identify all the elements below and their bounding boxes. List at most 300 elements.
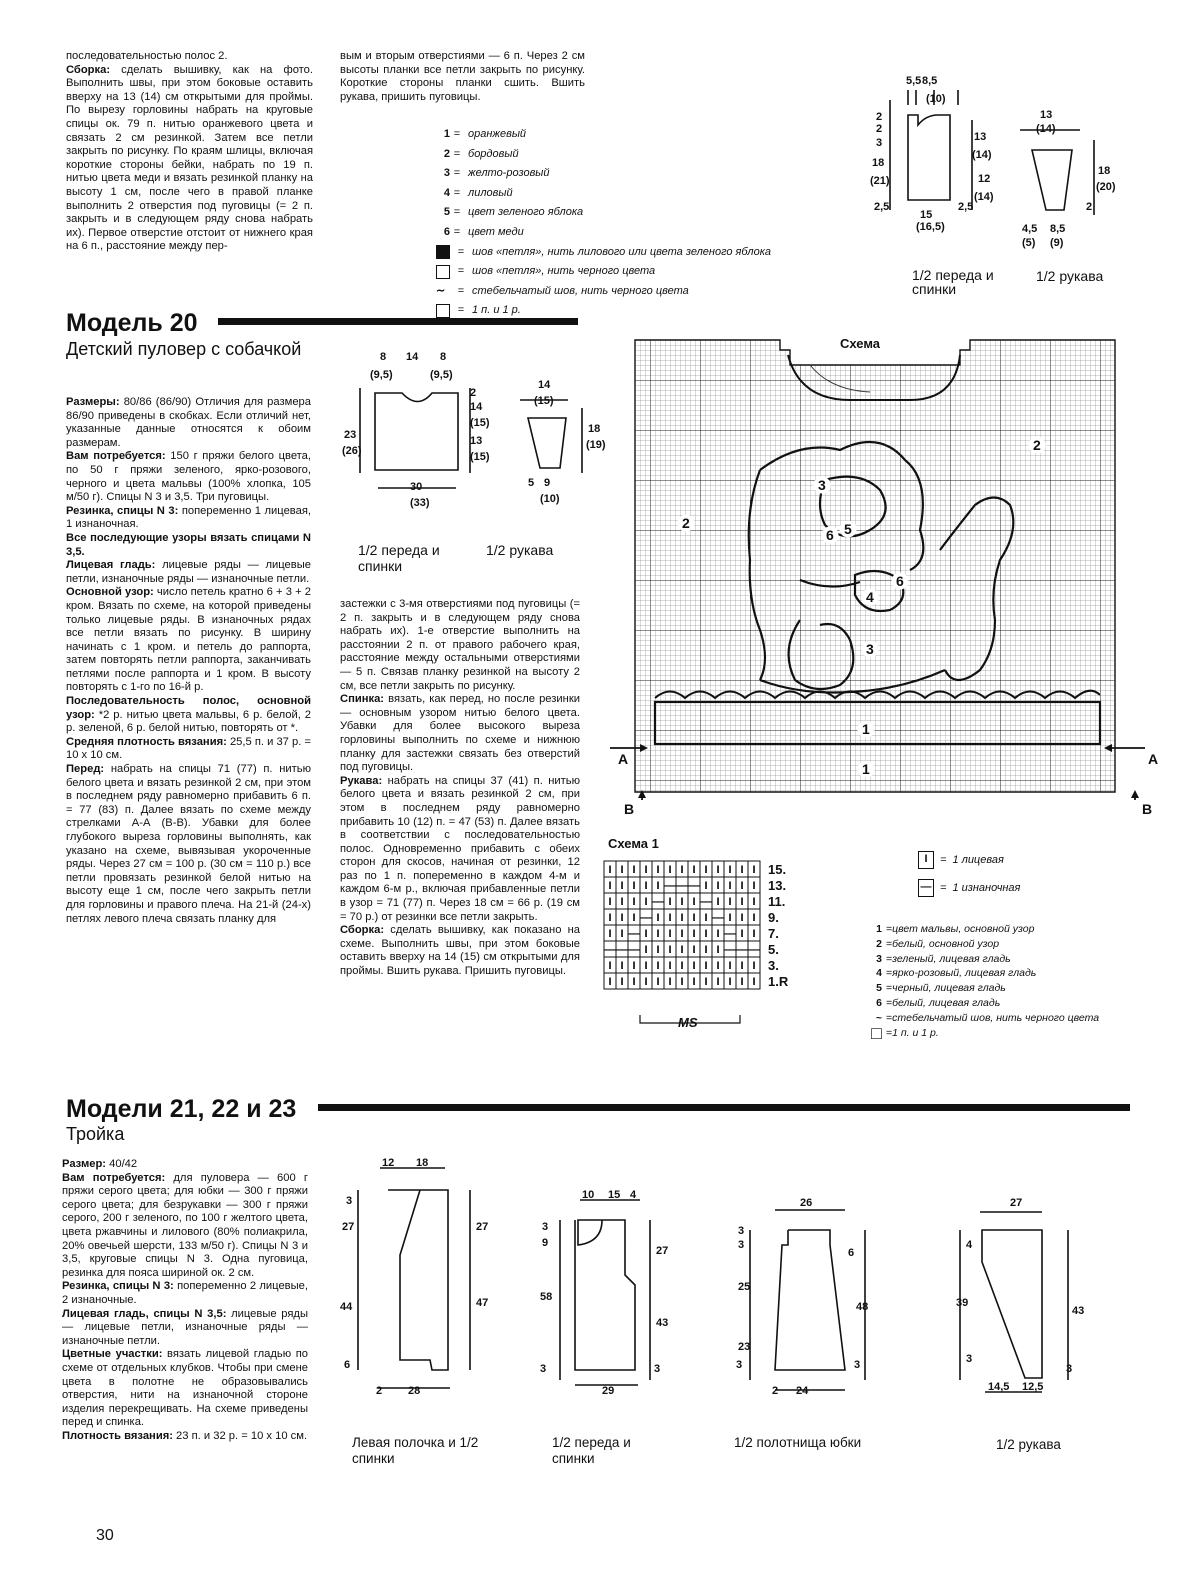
top-front-dimension: (16,5): [916, 221, 945, 233]
model21-term: Лицевая гладь, спицы N 3,5:: [62, 1307, 227, 1320]
top-front-dimension: (10): [926, 93, 946, 105]
scheme1-row-label: 13.: [768, 878, 787, 893]
model21-d3-dimension: 2: [772, 1385, 779, 1397]
knit-stitch-symbol: I: [728, 976, 732, 988]
legend-equals: =: [940, 854, 947, 866]
model20-front-dimension: 14: [406, 351, 419, 363]
page-number: 30: [96, 1527, 114, 1544]
d2-outline: [575, 1220, 635, 1370]
model21-d1-dimension: 47: [476, 1297, 489, 1309]
model21-d3-dimension: 26: [800, 1197, 813, 1209]
model21-d2-dimension: 27: [656, 1245, 669, 1257]
knit-stitch-symbol: I: [620, 912, 624, 924]
knit-symbol-icon: I: [918, 851, 934, 869]
symbol-legend-row: [918, 874, 1020, 902]
knit-stitch-symbol: I: [644, 960, 648, 972]
top-front-dimension: 2,5: [958, 201, 974, 213]
knit-stitch-symbol: I: [668, 944, 672, 956]
top-sleeve-dimension: 13: [1040, 109, 1053, 121]
model20-legend-key: ~: [875, 1011, 882, 1024]
arrow-b-left-label: В: [624, 801, 635, 817]
legend-label: шов «петля», нить лилового или цвета зеленого яблока: [472, 245, 772, 258]
model20-left-body: число петель кратно 6 + 3 + 2 кром. Вязать по схеме, на которой приведены только лицевые ряды. В изнаночных рядах все петли вязать по рисунку. В ширину начинать с 1 кром. и петель до раппорта, затем повторять петли раппорта, заканчивать петлями после раппорта и 1 кром. В высоту повторять с 1-го по 16-й р.: [66, 586, 311, 694]
legend-equals: =: [457, 265, 465, 278]
legend-number: 6: [443, 225, 450, 238]
model20-front-outline: [375, 393, 458, 470]
purl-stitch-symbol: —: [640, 912, 652, 924]
top-front-dimension: 8,5: [922, 75, 938, 87]
knit-stitch-symbol: I: [668, 896, 672, 908]
chart-region-label: 6: [896, 573, 904, 589]
knit-stitch-symbol: I: [752, 976, 756, 988]
knit-stitch-symbol: I: [692, 912, 696, 924]
model20-left-term: Последовательность полос, основной узор:: [66, 695, 311, 721]
model21-schematics: [320, 1150, 1140, 1410]
legend-row: [436, 125, 866, 145]
knit-stitch-symbol: I: [728, 864, 732, 876]
scheme1-row-label: 7.: [768, 926, 779, 941]
model20-left-body: *2 р. нитью цвета мальвы, 6 р. белой, 2 р. зеленой, 6 р. белой нитью, повторять от *.: [66, 708, 311, 735]
wave-icon: ∼: [436, 284, 446, 297]
model20-legend-label: ярко-розовый, лицевая гладь: [892, 967, 1037, 980]
model21-body: 40/42: [106, 1158, 138, 1170]
model21-d4-dimension: 3: [1066, 1363, 1073, 1375]
model20-mid-body: застежки с 3-мя отверстиями под пуговицы (= 2 п. закрыть и в следующем ряду снова набрать их). 1-е отверстие выполнить на расстоянии 2 п. от правого рабочего края, расстояние между остальными отверстиями — 5 п. Связав планку резинкой на высоту 2 см, все петли закрыть по рисунку.: [340, 598, 580, 692]
model20-legend-row: [870, 981, 1120, 996]
symbol-legend-row: [918, 846, 1020, 874]
model21-d4-dimension: 14,5: [988, 1381, 1010, 1393]
model21-d1-dimension: 6: [344, 1359, 351, 1371]
model21-term: Цветные участки:: [62, 1348, 163, 1361]
model21-caption-3: 1/2 полотнища юбки: [734, 1435, 862, 1450]
model20-front-dimension: (15): [470, 451, 490, 463]
model21-d2-dimension: 29: [602, 1385, 615, 1397]
model21-d3-dimension: 6: [848, 1247, 855, 1259]
model20-left-paragraph: [66, 450, 311, 504]
knit-stitch-symbol: I: [644, 944, 648, 956]
knit-stitch-symbol: I: [632, 880, 636, 892]
model20-front-dimension: (26): [342, 445, 362, 457]
knit-stitch-symbol: I: [668, 864, 672, 876]
scheme1-row-label: 11.: [768, 894, 786, 909]
top-front-dimension: (21): [870, 175, 890, 187]
model20-left-body: лицевые ряды — лицевые петли, изнаночные ряды — изнаночные петли.: [66, 559, 311, 585]
model20-left-paragraph: [66, 559, 311, 586]
top-front-dimension: 15: [920, 209, 933, 221]
model21-d2-dimension: 3: [540, 1363, 547, 1375]
chart-region-label: 6: [826, 527, 834, 543]
model20-subtitle: Детский пуловер с собачкой: [66, 339, 302, 359]
model21-d4-dimension: 27: [1010, 1197, 1023, 1209]
model20-left-paragraph: [66, 505, 311, 532]
model20-left-term: Перед:: [66, 763, 105, 776]
knit-stitch-symbol: I: [656, 976, 660, 988]
knit-stitch-symbol: I: [740, 928, 744, 940]
legend-label: стебельчатый шов, нить черного цвета: [472, 284, 689, 297]
model21-body: для пуловера — 600 г пряжи серого цвета; для юбки — 300 г пряжи серого цвета; для безрукавки — 300 г пряжи серого, 200 г зеленого, по 100 г желтого цвета, цвета ржавчины и лилового (80% полиакрила, 20% овечьей шерсти, 133 м/50 г). Спицы N 3 и 3,5, круговые спицы N 3. Одна пуговица, резинка для пояса шириной ок. 2 см.: [62, 1171, 308, 1279]
model21-caption-2: 1/2 переда и спинки: [552, 1435, 631, 1466]
model21-paragraph: [62, 1158, 308, 1172]
purl-stitch-symbol: —: [700, 896, 712, 908]
knit-stitch-symbol: I: [740, 912, 744, 924]
top-left-term: Сборка:: [66, 63, 111, 76]
chart-title: Схема: [840, 336, 881, 351]
knit-stitch-symbol: I: [608, 928, 612, 940]
knit-stitch-symbol: I: [740, 864, 744, 876]
model20-legend-key: 5: [876, 982, 882, 995]
model20-sleeve-dimension: (10): [540, 493, 560, 505]
model20-left-term: Все последующие узоры вязать спицами N 3,5.: [66, 531, 311, 558]
model21-subtitle: Тройка: [66, 1124, 125, 1144]
model21-d1-dimension: 3: [346, 1195, 353, 1207]
legend-equals: =: [453, 225, 461, 238]
legend-equals: =: [940, 882, 947, 894]
knit-stitch-symbol: I: [716, 944, 720, 956]
legend-label: цвет меди: [468, 225, 524, 238]
knit-stitch-symbol: I: [668, 912, 672, 924]
knit-stitch-symbol: I: [608, 976, 612, 988]
knit-stitch-symbol: I: [752, 880, 756, 892]
model21-rule: [318, 1104, 1130, 1111]
knit-stitch-symbol: I: [692, 944, 696, 956]
legend-equals: =: [453, 206, 461, 219]
model20-sleeve-caption: 1/2 рукава: [486, 542, 554, 558]
knit-stitch-symbol: I: [656, 944, 660, 956]
purl-stitch-symbol: —: [712, 912, 724, 924]
model20-front-dimension: 13: [470, 435, 483, 447]
legend-label: бордовый: [468, 147, 519, 160]
chart-region-label: 2: [1033, 437, 1041, 453]
model20-legend-row: [870, 922, 1120, 937]
top-front-dimension: 2,5: [874, 201, 890, 213]
legend-row: [436, 223, 866, 243]
model21-d1-dimension: 27: [342, 1221, 355, 1233]
model21-term: Плотность вязания:: [62, 1429, 173, 1442]
model20-front-dimension: 30: [410, 481, 423, 493]
model20-legend-row: [870, 996, 1120, 1011]
model21-text: [62, 1158, 308, 1443]
top-sleeve-dimension: (14): [1036, 123, 1056, 135]
legend-equals: =: [457, 304, 465, 317]
knit-stitch-symbol: I: [740, 960, 744, 972]
model21-term: Резинка, спицы N 3:: [62, 1280, 174, 1293]
knit-stitch-symbol: I: [692, 864, 696, 876]
model21-d2-dimension: 4: [630, 1189, 637, 1201]
chart-region-label: 2: [682, 515, 690, 531]
model21-d1-dimension: 18: [416, 1157, 429, 1169]
model20-sleeve-dimension: 9: [544, 477, 551, 489]
model20-left-body: попеременно 1 лицевая, 1 изнаночная.: [66, 504, 312, 531]
model21-term: Размер:: [62, 1158, 107, 1170]
model21-d3-dimension: 3: [736, 1359, 743, 1371]
top-left-paragraph: [66, 64, 313, 254]
purl-stitch-symbol: —: [676, 880, 688, 892]
model20-left-term: Средняя плотность вязания:: [66, 735, 227, 748]
model20-left-paragraph: [66, 695, 311, 736]
knit-stitch-symbol: I: [668, 960, 672, 972]
knit-stitch-symbol: I: [608, 960, 612, 972]
chart-region-label: 3: [866, 641, 874, 657]
legend-row: [436, 184, 866, 204]
knit-stitch-symbol: I: [632, 960, 636, 972]
model20-front-dimension: 8: [440, 351, 447, 363]
knit-stitch-symbol: I: [632, 976, 636, 988]
legend-row: [436, 262, 866, 282]
knit-stitch-symbol: I: [608, 864, 612, 876]
purl-stitch-symbol: —: [652, 896, 664, 908]
model20-legend-row: [870, 1011, 1120, 1026]
top-front-dimension: 12: [978, 173, 991, 185]
scheme1-row-label: 3.: [768, 958, 779, 973]
top-front-dimension: 3: [876, 137, 883, 149]
knit-stitch-symbol: I: [632, 896, 636, 908]
top-front-dimension: 2: [876, 111, 883, 123]
model21-caption-4: 1/2 рукава: [996, 1437, 1061, 1452]
knit-stitch-symbol: I: [680, 928, 684, 940]
top-front-dimension: 18: [872, 157, 885, 169]
legend-number: 4: [443, 186, 450, 199]
purl-stitch-symbol: —: [724, 928, 736, 940]
top-sleeve-dimension: (5): [1022, 237, 1036, 249]
purl-stitch-symbol: —: [616, 944, 628, 956]
legend-number: 1: [443, 128, 450, 140]
legend-equals: =: [886, 982, 893, 995]
top-schematic-diagrams: [860, 70, 1140, 249]
knit-stitch-symbol: I: [608, 896, 612, 908]
model21-d3-dimension: 24: [796, 1385, 809, 1397]
legend-equals: =: [453, 167, 461, 180]
model21-d4-dimension: 4: [966, 1239, 973, 1251]
model20-legend-label: стебельчатый шов, нить черного цвета: [892, 1011, 1100, 1024]
model20-left-paragraph: [66, 736, 311, 763]
chart-region-label: 3: [818, 477, 826, 493]
knit-stitch-symbol: I: [656, 928, 660, 940]
legend-row: [436, 145, 866, 165]
model21-paragraph: [62, 1308, 308, 1349]
knit-stitch-symbol: I: [656, 912, 660, 924]
legend-label: лиловый: [468, 186, 513, 199]
model21-paragraph: [62, 1172, 308, 1281]
model20-left-body: 80/86 (86/90) Отличия для размера 86/90 приведены в скобках. Если отличий нет, указанные данные относятся к обоим размерам.: [66, 396, 311, 449]
model21-d4-dimension: 39: [956, 1297, 969, 1309]
model21-d2-dimension: 15: [608, 1189, 621, 1201]
model20-mid-term: Сборка:: [340, 924, 385, 937]
model20-mid-body: набрать на спицы 37 (41) п. нитью белого цвета и вязать резинкой 2 см, при этом в последнем ряду равномерно прибавить 10 (12) п. = 47 (53) п. Далее вязать в соответствии с последовательностью полос. Одновременно прибавить с обеих сторон для скосов, начиная от резинки, 12 раз по 1 п. попеременно в каждом 4-м и каждом 6-м р., включая прибавленные петли в узор = 71 (77) п. Через 18 см = 66 р. (19 см = 70 р.) от резинки все петли закрыть.: [340, 774, 580, 923]
top-front-dimension: (14): [972, 149, 992, 161]
top-front-dimension: 2: [876, 123, 883, 135]
model20-legend-label: белый, лицевая гладь: [892, 996, 1001, 1009]
knit-stitch-symbol: I: [704, 880, 708, 892]
model21-d3-dimension: 23: [738, 1341, 751, 1353]
knit-stitch-symbol: I: [728, 912, 732, 924]
model20-front-dimension: (9,5): [430, 369, 453, 381]
model20-front-caption: 1/2 переда и спинки: [358, 542, 440, 574]
knit-stitch-symbol: I: [632, 864, 636, 876]
scheme1-row-label: 15.: [768, 862, 787, 877]
purl-stitch-symbol: —: [748, 944, 760, 956]
legend-label: желто-розовый: [468, 167, 550, 180]
top-front-dimension: (14): [974, 191, 994, 203]
model20-front-dimension: (9,5): [370, 369, 393, 381]
model21-d2-dimension: 43: [656, 1317, 669, 1329]
knit-stitch-symbol: I: [716, 896, 720, 908]
legend-number: 3: [443, 167, 450, 180]
model21-d3-dimension: 48: [856, 1301, 869, 1313]
knit-stitch-symbol: I: [608, 880, 612, 892]
knit-stitch-symbol: I: [692, 976, 696, 988]
knit-stitch-symbol: I: [608, 912, 612, 924]
model21-caption-1: Левая полочка и 1/2 спинки: [352, 1435, 479, 1466]
knit-stitch-symbol: I: [704, 960, 708, 972]
model21-d3-dimension: 3: [738, 1239, 745, 1251]
model20-left-term: Основной узор:: [66, 586, 154, 599]
purl-stitch-symbol: —: [664, 880, 676, 892]
purl-stitch-symbol: —: [628, 928, 640, 940]
model21-d4-dimension: 12,5: [1022, 1381, 1044, 1393]
knit-stitch-symbol: I: [620, 880, 624, 892]
model20-sleeve-dimension: (19): [586, 439, 606, 451]
top-sleeve-dimension: (9): [1050, 237, 1064, 249]
top-sleeve-outline: [1032, 150, 1072, 210]
model20-front-dimension: 14: [470, 401, 483, 413]
model21-d2-dimension: 58: [540, 1291, 553, 1303]
knit-stitch-symbol: I: [620, 976, 624, 988]
model21-paragraph: [62, 1430, 308, 1444]
top-sleeve-dimension: (20): [1096, 181, 1116, 193]
knit-stitch-symbol: I: [656, 960, 660, 972]
knit-stitch-symbol: I: [740, 976, 744, 988]
main-grid-chart: [600, 330, 1175, 830]
legend-equals: =: [453, 147, 461, 160]
open-square-icon: [436, 265, 450, 279]
legend-row: [436, 282, 866, 302]
model20-mid-paragraph: [340, 598, 580, 693]
model20-rule: [218, 318, 578, 325]
purl-symbol-icon: —: [918, 879, 934, 897]
top-front-outline: [908, 115, 950, 200]
model20-heading: Модель 20: [66, 309, 198, 337]
knit-stitch-symbol: I: [668, 928, 672, 940]
arrow-a-right-label: А: [1148, 751, 1159, 767]
d3-outline: [775, 1230, 845, 1370]
model21-paragraph: [62, 1280, 308, 1307]
knit-stitch-symbol: I: [716, 864, 720, 876]
model20-legend-key: 2: [876, 937, 882, 950]
knit-stitch-symbol: I: [704, 928, 708, 940]
scheme1-row-label: 9.: [768, 910, 779, 925]
legend-row: [436, 164, 866, 184]
model21-d1-dimension: 44: [340, 1301, 353, 1313]
model20-left-term: Размеры:: [66, 396, 120, 408]
knit-stitch-symbol: I: [680, 864, 684, 876]
top-left-body: последовательностью полос 2.: [66, 50, 228, 62]
model20-front-dimension: 2: [470, 387, 477, 399]
model20-left-paragraph: [66, 586, 311, 695]
model20-front-dimension: 23: [344, 429, 357, 441]
legend-equals: =: [453, 128, 461, 140]
knit-stitch-symbol: I: [632, 912, 636, 924]
model21-d4-dimension: 3: [966, 1353, 973, 1365]
d4-outline: [982, 1230, 1042, 1378]
knit-stitch-symbol: I: [704, 912, 708, 924]
model20-mid-paragraph: [340, 924, 580, 978]
model20-legend-row: [870, 952, 1120, 967]
knit-stitch-symbol: I: [620, 896, 624, 908]
model21-d1-dimension: 2: [376, 1385, 383, 1397]
symbol-legend-label: 1 лицевая: [952, 854, 1004, 866]
model20-mid-text: [340, 598, 580, 979]
model21-d3-dimension: 3: [738, 1225, 745, 1237]
model20-schematics: [330, 348, 610, 518]
knit-stitch-symbol: I: [740, 896, 744, 908]
knit-stitch-symbol: I: [644, 880, 648, 892]
knit-stitch-symbol: I: [620, 864, 624, 876]
model20-left-paragraph: [66, 396, 311, 450]
arrow-b-right-label: В: [1142, 801, 1153, 817]
knit-stitch-symbol: I: [716, 880, 720, 892]
model20-legend-key: 6: [876, 996, 882, 1009]
model20-front-dimension: (15): [470, 417, 490, 429]
top-sleeve-dimension: 4,5: [1022, 223, 1038, 235]
model20-legend-key: 1: [876, 923, 882, 935]
model20-left-term: Резинка, спицы N 3:: [66, 504, 179, 517]
model20-left-term: Вам потребуется:: [66, 450, 166, 463]
filled-square-icon: [436, 245, 450, 259]
model20-mid-body: вязать, как перед, но после резинки — основным узором нитью белого цвета. Убавки для более высокого выреза горловины выполнить по схеме и нижнюю планку для застежки связать без отверстий под пуговицы.: [340, 693, 580, 774]
knit-stitch-symbol: I: [752, 864, 756, 876]
model20-sleeve-dimension: 18: [588, 423, 601, 435]
model20-legend-label: 1 п. и 1 р.: [892, 1026, 939, 1039]
chart-region-label: 1: [862, 721, 870, 737]
scheme1-grid: [600, 855, 820, 1035]
top-left-text: [66, 50, 313, 254]
model20-color-legend: [870, 922, 1120, 1043]
legend-equals: =: [453, 186, 461, 199]
model20-sleeve-dimension: 5: [528, 477, 535, 489]
legend-equals: =: [886, 1026, 893, 1039]
top-mid-paragraph: вым и вторым отверстиями — 6 п. Через 2 см высоты планки все петли закрыть по рисунку. Короткие стороны планки сшить. Вшить рукава, пришить пуговицы.: [340, 50, 585, 103]
legend-label: шов «петля», нить черного цвета: [472, 265, 656, 278]
knit-stitch-symbol: I: [752, 960, 756, 972]
model20-sleeve-outline: [528, 418, 566, 468]
knit-stitch-symbol: I: [644, 864, 648, 876]
grid-body: [635, 340, 1115, 792]
knit-stitch-symbol: I: [704, 864, 708, 876]
legend-equals: =: [886, 1011, 893, 1024]
model21-body: лицевые ряды — лицевые петли, изнаночные ряды — изнаночные петли.: [62, 1307, 308, 1347]
model20-left-body: набрать на спицы 71 (77) п. нитью белого цвета и вязать резинкой 2 см, при этом в последнем ряду равномерно прибавить 6 п. = 77 (83) п. Далее вязать по схеме между стрелками А-А (В-В). Убавки для более глубокого выреза горловины выполнять, как указано на схеме, вывязывая укороченные ряды. Через 27 см = 100 р. (30 см = 110 р.) все петли провязать резинкой белой нитью на высоту еще 1 см, после чего закрыть петли для горловины и правого плеча. На 21-й (24-х) петлях левого плеча связать планку для: [66, 763, 311, 925]
model21-d3-dimension: 3: [854, 1359, 861, 1371]
top-front-dimension: 13: [974, 131, 987, 143]
model20-legend-key: 4: [876, 967, 882, 980]
legend-row: [436, 203, 866, 223]
model21-d3-dimension: 25: [738, 1281, 751, 1293]
knit-stitch-symbol: I: [644, 896, 648, 908]
knit-stitch-symbol: I: [752, 896, 756, 908]
knit-stitch-symbol: I: [692, 928, 696, 940]
scheme1-ms-label: MS: [678, 1015, 698, 1030]
model20-legend-row: [870, 937, 1120, 952]
model20-mid-body: сделать вышивку, как показано на схеме. Выполнить швы, при этом боковые оставить вверху на 14 (15) см открытыми для проймы. Вшить рукава. Пришить пуговицы.: [340, 924, 580, 978]
scheme1-title: Схема 1: [608, 836, 659, 851]
model20-legend-label: белый, основной узор: [892, 937, 1000, 950]
model21-d4-dimension: 43: [1072, 1305, 1085, 1317]
purl-stitch-symbol: —: [628, 944, 640, 956]
top-color-legend: [436, 125, 866, 321]
model20-front-dimension: (33): [410, 497, 430, 509]
top-sleeve-caption: 1/2 рукава: [1036, 268, 1104, 284]
knit-stitch-symbol: I: [680, 960, 684, 972]
